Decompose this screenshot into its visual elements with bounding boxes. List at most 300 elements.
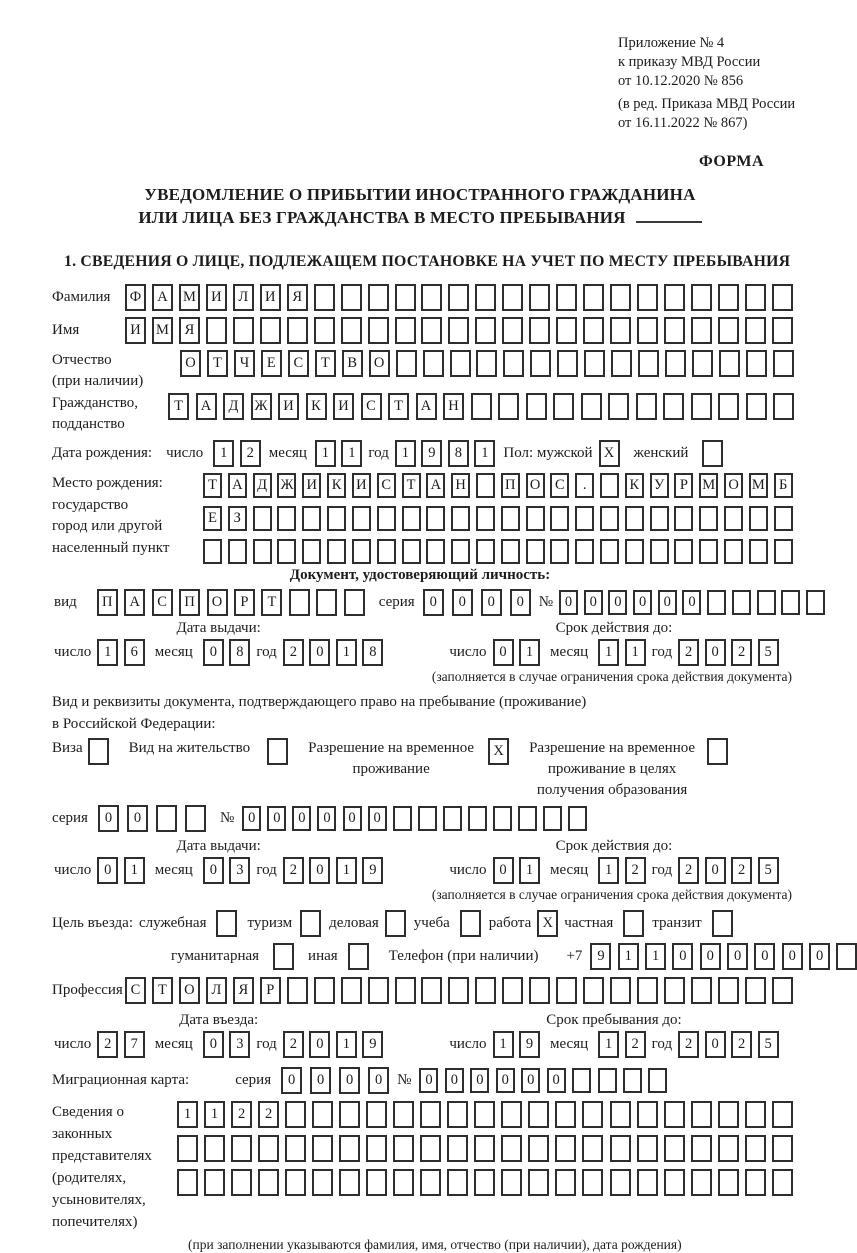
char-cell[interactable] <box>352 506 371 531</box>
char-cell[interactable]: 0 <box>98 805 119 832</box>
char-cell[interactable]: 5 <box>758 639 779 666</box>
char-cell[interactable] <box>529 317 550 344</box>
char-cell[interactable] <box>475 317 496 344</box>
residence-permit-checkbox[interactable] <box>267 738 288 765</box>
char-cell[interactable]: 1 <box>336 1031 357 1058</box>
char-cell[interactable] <box>203 539 222 564</box>
char-cell[interactable]: О <box>179 977 200 1004</box>
char-cell[interactable] <box>572 1068 591 1093</box>
purpose-checkbox-turizm[interactable] <box>300 910 321 937</box>
char-cell[interactable] <box>393 806 412 831</box>
char-cell[interactable] <box>448 284 469 311</box>
char-cell[interactable] <box>314 317 335 344</box>
char-cell[interactable]: 0 <box>309 857 330 884</box>
char-cell[interactable] <box>772 977 793 1004</box>
char-cell[interactable]: 0 <box>782 943 803 970</box>
char-cell[interactable] <box>745 284 766 311</box>
char-cell[interactable] <box>581 393 602 420</box>
char-cell[interactable] <box>206 317 227 344</box>
char-cell[interactable] <box>718 393 739 420</box>
char-cell[interactable] <box>448 977 469 1004</box>
char-cell[interactable] <box>608 393 629 420</box>
char-cell[interactable]: О <box>180 350 201 377</box>
char-cell[interactable] <box>287 977 308 1004</box>
char-cell[interactable]: С <box>361 393 382 420</box>
char-cell[interactable]: Р <box>674 473 693 498</box>
char-cell[interactable] <box>550 539 569 564</box>
char-cell[interactable] <box>366 1101 387 1128</box>
char-cell[interactable] <box>575 539 594 564</box>
char-cell[interactable]: И <box>278 393 299 420</box>
char-cell[interactable] <box>674 539 693 564</box>
char-cell[interactable]: 0 <box>493 639 514 666</box>
char-cell[interactable] <box>314 284 335 311</box>
char-cell[interactable] <box>637 1169 658 1196</box>
char-cell[interactable] <box>526 539 545 564</box>
char-cell[interactable] <box>745 1135 766 1162</box>
char-cell[interactable]: М <box>749 473 768 498</box>
char-cell[interactable] <box>526 506 545 531</box>
char-cell[interactable]: 2 <box>678 639 699 666</box>
char-cell[interactable]: Т <box>203 473 222 498</box>
char-cell[interactable]: П <box>179 589 200 616</box>
char-cell[interactable]: 0 <box>368 806 387 831</box>
char-cell[interactable] <box>691 977 712 1004</box>
char-cell[interactable] <box>393 1135 414 1162</box>
char-cell[interactable]: 1 <box>124 857 145 884</box>
char-cell[interactable] <box>474 1135 495 1162</box>
char-cell[interactable] <box>420 1135 441 1162</box>
char-cell[interactable] <box>204 1169 225 1196</box>
char-cell[interactable] <box>503 350 524 377</box>
char-cell[interactable] <box>772 1101 793 1128</box>
char-cell[interactable] <box>774 539 793 564</box>
char-cell[interactable] <box>836 943 857 970</box>
char-cell[interactable]: 9 <box>362 857 383 884</box>
char-cell[interactable] <box>421 317 442 344</box>
char-cell[interactable] <box>610 284 631 311</box>
char-cell[interactable]: 0 <box>452 589 473 616</box>
char-cell[interactable] <box>600 539 619 564</box>
char-cell[interactable] <box>501 1101 522 1128</box>
char-cell[interactable]: Я <box>233 977 254 1004</box>
char-cell[interactable]: М <box>179 284 200 311</box>
char-cell[interactable]: 1 <box>519 857 540 884</box>
char-cell[interactable] <box>420 1101 441 1128</box>
char-cell[interactable] <box>600 473 619 498</box>
char-cell[interactable]: Я <box>179 317 200 344</box>
char-cell[interactable] <box>610 977 631 1004</box>
char-cell[interactable]: Т <box>388 393 409 420</box>
char-cell[interactable]: Ж <box>277 473 296 498</box>
char-cell[interactable] <box>177 1169 198 1196</box>
char-cell[interactable] <box>177 1135 198 1162</box>
purpose-checkbox-rabota[interactable]: X <box>537 910 558 937</box>
char-cell[interactable]: Л <box>233 284 254 311</box>
char-cell[interactable]: 0 <box>203 639 224 666</box>
char-cell[interactable]: 0 <box>127 805 148 832</box>
char-cell[interactable] <box>421 977 442 1004</box>
char-cell[interactable] <box>556 977 577 1004</box>
char-cell[interactable]: 0 <box>633 590 652 615</box>
char-cell[interactable] <box>285 1169 306 1196</box>
char-cell[interactable]: 0 <box>672 943 693 970</box>
char-cell[interactable] <box>377 506 396 531</box>
char-cell[interactable]: 1 <box>493 1031 514 1058</box>
char-cell[interactable] <box>575 506 594 531</box>
char-cell[interactable]: 1 <box>315 440 336 467</box>
char-cell[interactable]: 0 <box>584 590 603 615</box>
char-cell[interactable] <box>611 350 632 377</box>
char-cell[interactable]: 0 <box>809 943 830 970</box>
char-cell[interactable]: А <box>416 393 437 420</box>
char-cell[interactable] <box>501 506 520 531</box>
char-cell[interactable] <box>366 1169 387 1196</box>
char-cell[interactable]: 1 <box>618 943 639 970</box>
char-cell[interactable]: . <box>575 473 594 498</box>
char-cell[interactable] <box>502 317 523 344</box>
char-cell[interactable] <box>395 317 416 344</box>
char-cell[interactable] <box>451 506 470 531</box>
char-cell[interactable] <box>289 589 310 616</box>
char-cell[interactable]: 0 <box>242 806 261 831</box>
char-cell[interactable] <box>582 1101 603 1128</box>
char-cell[interactable]: 0 <box>310 1067 331 1094</box>
char-cell[interactable]: Т <box>402 473 421 498</box>
purpose-checkbox-chastnaya[interactable] <box>623 910 644 937</box>
char-cell[interactable] <box>718 317 739 344</box>
char-cell[interactable]: М <box>699 473 718 498</box>
char-cell[interactable]: 1 <box>336 639 357 666</box>
char-cell[interactable] <box>664 284 685 311</box>
char-cell[interactable] <box>233 317 254 344</box>
char-cell[interactable] <box>258 1169 279 1196</box>
char-cell[interactable] <box>285 1101 306 1128</box>
char-cell[interactable] <box>664 1169 685 1196</box>
char-cell[interactable] <box>426 539 445 564</box>
purpose-checkbox-inaya[interactable] <box>348 943 369 970</box>
char-cell[interactable] <box>691 1169 712 1196</box>
char-cell[interactable] <box>302 539 321 564</box>
char-cell[interactable] <box>339 1169 360 1196</box>
visa-checkbox[interactable] <box>88 738 109 765</box>
char-cell[interactable]: 0 <box>368 1067 389 1094</box>
char-cell[interactable] <box>664 1135 685 1162</box>
char-cell[interactable] <box>745 317 766 344</box>
char-cell[interactable] <box>185 805 206 832</box>
char-cell[interactable] <box>568 806 587 831</box>
char-cell[interactable] <box>556 317 577 344</box>
char-cell[interactable]: С <box>125 977 146 1004</box>
char-cell[interactable] <box>583 317 604 344</box>
char-cell[interactable] <box>691 284 712 311</box>
char-cell[interactable]: 0 <box>419 1068 438 1093</box>
char-cell[interactable] <box>745 1169 766 1196</box>
char-cell[interactable] <box>718 1169 739 1196</box>
char-cell[interactable] <box>447 1101 468 1128</box>
char-cell[interactable] <box>773 350 794 377</box>
char-cell[interactable]: 0 <box>754 943 775 970</box>
char-cell[interactable] <box>447 1135 468 1162</box>
char-cell[interactable] <box>468 806 487 831</box>
char-cell[interactable]: Т <box>261 589 282 616</box>
male-checkbox[interactable]: X <box>599 440 620 467</box>
char-cell[interactable] <box>493 806 512 831</box>
char-cell[interactable]: 9 <box>362 1031 383 1058</box>
char-cell[interactable]: А <box>152 284 173 311</box>
char-cell[interactable] <box>746 393 767 420</box>
char-cell[interactable]: М <box>152 317 173 344</box>
char-cell[interactable]: 0 <box>317 806 336 831</box>
char-cell[interactable] <box>650 539 669 564</box>
char-cell[interactable]: 8 <box>229 639 250 666</box>
char-cell[interactable] <box>582 1169 603 1196</box>
char-cell[interactable] <box>476 506 495 531</box>
char-cell[interactable] <box>772 317 793 344</box>
char-cell[interactable] <box>352 539 371 564</box>
char-cell[interactable]: В <box>342 350 363 377</box>
char-cell[interactable] <box>718 977 739 1004</box>
char-cell[interactable]: Я <box>287 284 308 311</box>
char-cell[interactable]: 0 <box>705 1031 726 1058</box>
char-cell[interactable] <box>719 350 740 377</box>
char-cell[interactable] <box>625 506 644 531</box>
char-cell[interactable]: 1 <box>395 440 416 467</box>
char-cell[interactable]: 0 <box>682 590 701 615</box>
char-cell[interactable] <box>745 1101 766 1128</box>
char-cell[interactable]: З <box>228 506 247 531</box>
char-cell[interactable] <box>341 317 362 344</box>
char-cell[interactable] <box>476 473 495 498</box>
char-cell[interactable] <box>314 977 335 1004</box>
char-cell[interactable] <box>475 977 496 1004</box>
char-cell[interactable] <box>368 977 389 1004</box>
char-cell[interactable]: 6 <box>124 639 145 666</box>
char-cell[interactable] <box>285 1135 306 1162</box>
char-cell[interactable] <box>772 1169 793 1196</box>
char-cell[interactable] <box>623 1068 642 1093</box>
char-cell[interactable]: П <box>97 589 118 616</box>
char-cell[interactable] <box>528 1101 549 1128</box>
char-cell[interactable]: Ж <box>251 393 272 420</box>
char-cell[interactable] <box>749 506 768 531</box>
char-cell[interactable] <box>724 539 743 564</box>
char-cell[interactable]: 0 <box>700 943 721 970</box>
char-cell[interactable]: 0 <box>97 857 118 884</box>
char-cell[interactable] <box>423 350 444 377</box>
char-cell[interactable]: 0 <box>343 806 362 831</box>
char-cell[interactable]: И <box>206 284 227 311</box>
char-cell[interactable] <box>502 977 523 1004</box>
char-cell[interactable] <box>260 317 281 344</box>
char-cell[interactable] <box>637 977 658 1004</box>
char-cell[interactable]: Т <box>207 350 228 377</box>
char-cell[interactable] <box>498 393 519 420</box>
char-cell[interactable]: К <box>306 393 327 420</box>
char-cell[interactable] <box>772 284 793 311</box>
char-cell[interactable]: 3 <box>229 1031 250 1058</box>
char-cell[interactable]: О <box>207 589 228 616</box>
char-cell[interactable] <box>718 1101 739 1128</box>
char-cell[interactable] <box>665 350 686 377</box>
char-cell[interactable] <box>553 393 574 420</box>
char-cell[interactable] <box>774 506 793 531</box>
char-cell[interactable] <box>316 589 337 616</box>
char-cell[interactable]: Л <box>206 977 227 1004</box>
char-cell[interactable] <box>277 506 296 531</box>
char-cell[interactable] <box>555 1135 576 1162</box>
char-cell[interactable]: 0 <box>705 857 726 884</box>
char-cell[interactable] <box>699 506 718 531</box>
char-cell[interactable] <box>610 1169 631 1196</box>
temp-residence-checkbox[interactable]: X <box>488 738 509 765</box>
char-cell[interactable]: 1 <box>645 943 666 970</box>
char-cell[interactable] <box>501 1135 522 1162</box>
char-cell[interactable]: Н <box>451 473 470 498</box>
char-cell[interactable] <box>377 539 396 564</box>
char-cell[interactable] <box>637 284 658 311</box>
char-cell[interactable] <box>583 977 604 1004</box>
char-cell[interactable] <box>555 1101 576 1128</box>
char-cell[interactable] <box>528 1135 549 1162</box>
char-cell[interactable]: 0 <box>203 1031 224 1058</box>
char-cell[interactable] <box>773 393 794 420</box>
char-cell[interactable]: Т <box>315 350 336 377</box>
char-cell[interactable] <box>600 506 619 531</box>
char-cell[interactable] <box>598 1068 617 1093</box>
char-cell[interactable]: 1 <box>598 639 619 666</box>
char-cell[interactable]: Т <box>152 977 173 1004</box>
char-cell[interactable] <box>557 350 578 377</box>
char-cell[interactable] <box>718 284 739 311</box>
char-cell[interactable] <box>368 317 389 344</box>
char-cell[interactable]: 2 <box>678 857 699 884</box>
char-cell[interactable]: Е <box>261 350 282 377</box>
char-cell[interactable] <box>312 1135 333 1162</box>
char-cell[interactable] <box>550 506 569 531</box>
char-cell[interactable]: 2 <box>625 1031 646 1058</box>
char-cell[interactable]: 0 <box>481 589 502 616</box>
char-cell[interactable] <box>530 350 551 377</box>
char-cell[interactable] <box>650 506 669 531</box>
char-cell[interactable] <box>637 1135 658 1162</box>
char-cell[interactable] <box>393 1169 414 1196</box>
char-cell[interactable] <box>664 1101 685 1128</box>
char-cell[interactable]: 2 <box>625 857 646 884</box>
char-cell[interactable]: 0 <box>705 639 726 666</box>
char-cell[interactable]: 1 <box>177 1101 198 1128</box>
char-cell[interactable] <box>447 1169 468 1196</box>
char-cell[interactable]: 2 <box>258 1101 279 1128</box>
char-cell[interactable] <box>543 806 562 831</box>
char-cell[interactable] <box>691 1101 712 1128</box>
char-cell[interactable]: 0 <box>727 943 748 970</box>
char-cell[interactable] <box>443 806 462 831</box>
char-cell[interactable]: 0 <box>309 1031 330 1058</box>
char-cell[interactable] <box>395 977 416 1004</box>
char-cell[interactable] <box>341 977 362 1004</box>
char-cell[interactable] <box>228 539 247 564</box>
char-cell[interactable] <box>691 393 712 420</box>
char-cell[interactable] <box>674 506 693 531</box>
char-cell[interactable]: 2 <box>731 1031 752 1058</box>
char-cell[interactable]: 1 <box>341 440 362 467</box>
char-cell[interactable] <box>474 1101 495 1128</box>
char-cell[interactable] <box>584 350 605 377</box>
char-cell[interactable] <box>421 284 442 311</box>
purpose-checkbox-tranzit[interactable] <box>712 910 733 937</box>
char-cell[interactable] <box>582 1135 603 1162</box>
char-cell[interactable] <box>699 539 718 564</box>
char-cell[interactable]: 0 <box>339 1067 360 1094</box>
purpose-checkbox-delovaya[interactable] <box>385 910 406 937</box>
char-cell[interactable]: О <box>724 473 743 498</box>
char-cell[interactable]: 2 <box>240 440 261 467</box>
char-cell[interactable] <box>691 317 712 344</box>
char-cell[interactable] <box>253 506 272 531</box>
char-cell[interactable] <box>806 590 825 615</box>
char-cell[interactable] <box>707 590 726 615</box>
char-cell[interactable]: 0 <box>203 857 224 884</box>
char-cell[interactable]: 0 <box>267 806 286 831</box>
char-cell[interactable]: А <box>228 473 247 498</box>
char-cell[interactable] <box>692 350 713 377</box>
char-cell[interactable]: 7 <box>124 1031 145 1058</box>
char-cell[interactable] <box>556 284 577 311</box>
char-cell[interactable] <box>664 317 685 344</box>
char-cell[interactable] <box>476 539 495 564</box>
char-cell[interactable]: О <box>369 350 390 377</box>
char-cell[interactable]: 0 <box>445 1068 464 1093</box>
char-cell[interactable]: 1 <box>625 639 646 666</box>
char-cell[interactable]: 0 <box>309 639 330 666</box>
char-cell[interactable] <box>327 506 346 531</box>
char-cell[interactable]: К <box>327 473 346 498</box>
char-cell[interactable] <box>277 539 296 564</box>
char-cell[interactable] <box>555 1169 576 1196</box>
char-cell[interactable] <box>339 1135 360 1162</box>
char-cell[interactable] <box>402 539 421 564</box>
char-cell[interactable]: 2 <box>231 1101 252 1128</box>
char-cell[interactable] <box>637 317 658 344</box>
char-cell[interactable]: И <box>352 473 371 498</box>
char-cell[interactable]: О <box>526 473 545 498</box>
char-cell[interactable]: 0 <box>496 1068 515 1093</box>
char-cell[interactable]: 1 <box>519 639 540 666</box>
char-cell[interactable]: Р <box>234 589 255 616</box>
char-cell[interactable]: С <box>550 473 569 498</box>
char-cell[interactable]: 2 <box>731 857 752 884</box>
char-cell[interactable] <box>420 1169 441 1196</box>
char-cell[interactable] <box>518 806 537 831</box>
char-cell[interactable] <box>476 350 497 377</box>
char-cell[interactable] <box>610 317 631 344</box>
char-cell[interactable]: 1 <box>336 857 357 884</box>
char-cell[interactable]: 0 <box>470 1068 489 1093</box>
char-cell[interactable] <box>287 317 308 344</box>
char-cell[interactable] <box>231 1135 252 1162</box>
char-cell[interactable] <box>451 539 470 564</box>
char-cell[interactable]: 9 <box>519 1031 540 1058</box>
char-cell[interactable]: И <box>125 317 146 344</box>
char-cell[interactable] <box>664 977 685 1004</box>
char-cell[interactable] <box>393 1101 414 1128</box>
char-cell[interactable]: С <box>288 350 309 377</box>
char-cell[interactable] <box>781 590 800 615</box>
char-cell[interactable] <box>691 1135 712 1162</box>
char-cell[interactable] <box>156 805 177 832</box>
char-cell[interactable] <box>418 806 437 831</box>
